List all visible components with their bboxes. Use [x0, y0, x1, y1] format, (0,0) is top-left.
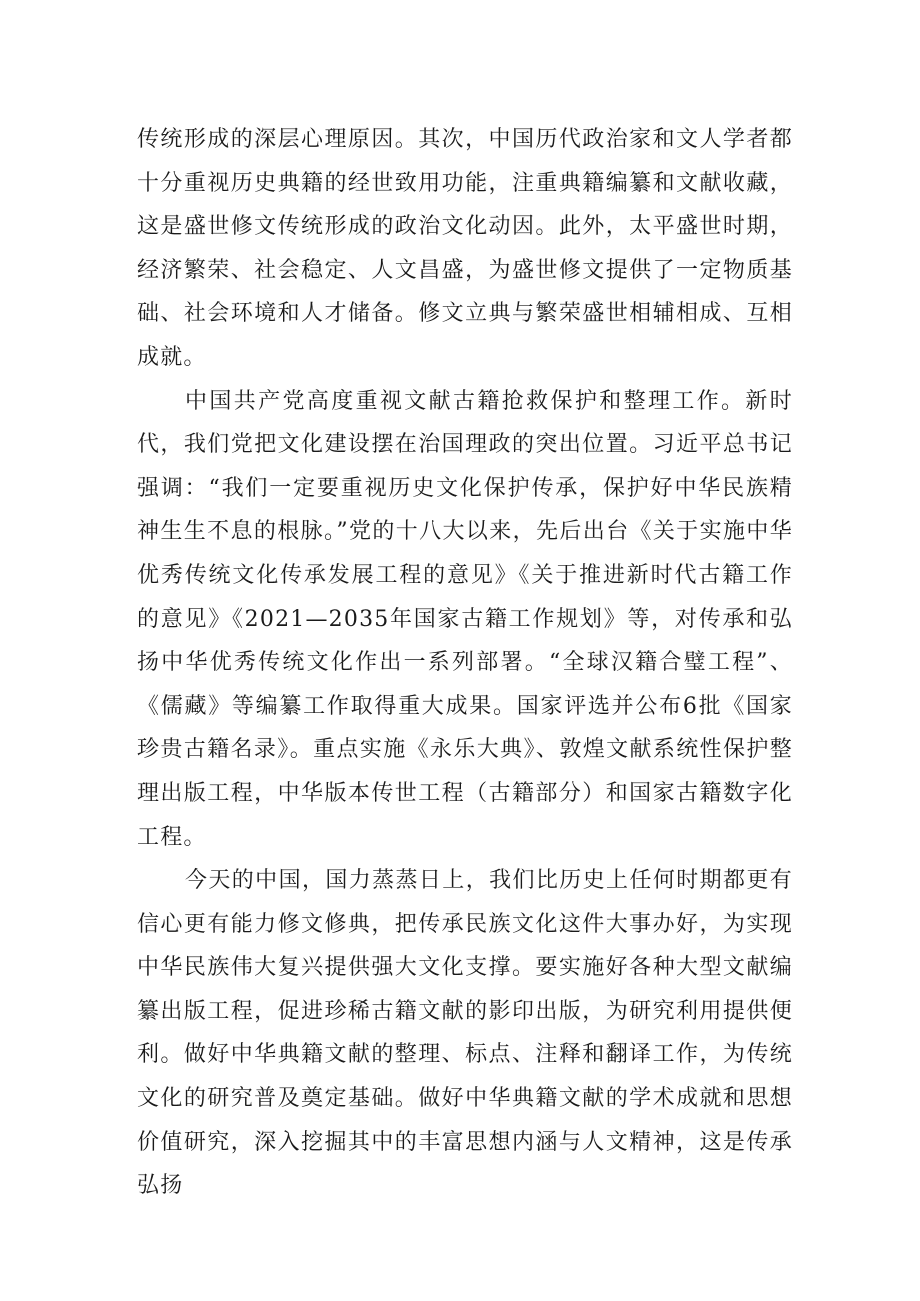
document-body [137, 118, 793, 1208]
paragraph-today-china: 今天的中国，国力蒸蒸日上，我们比历史上任何时期都更有信心更有能力修文修典，把传承民族文化这件大事办好，为实现中华民族伟大复兴提供强大文化支撑。要实施好各种大型文献编纂出版工程，促进珍稀古籍文献的影印出版，为研究利用提供便利。做好中华典籍文献的整理、标点、注释和翻译工作，为传统文化的研究普及奠定基础。做好中华典籍文献的学术成就和思想价值研究，深入挖掘其中的丰富思想内涵与人文精神，这是传承弘扬 [137, 868, 793, 1199]
paragraph-party-work: 中国共产党高度重视文献古籍抢救保护和整理工作。新时代，我们党把文化建设摆在治国理政的突出位置。习近平总书记强调：“我们一定要重视历史文化保护传承，保护好中华民族精神生生不息的根脉。”党的十八大以来，先后出台《关于实施中华优秀传统文化传承发展工程的意见》《关于推进新时代古籍工作的意见》《2021—2035年国家古籍工作规划》等，对传承和弘扬中华优秀传统文化作出一系列部署。“全球汉籍合璧工程”、《儒藏》等编纂工作取得重大成果。国家评选并公布6批《国家珍贵古籍名录》。重点实施《永乐大典》、敦煌文献系统性保护整理出版工程，中华版本传世工程（古籍部分）和国家古籍数字化工程。 [137, 388, 793, 850]
paragraph-continued: 传统形成的深层心理原因。其次，中国历代政治家和文人学者都十分重视历史典籍的经世致用功能，注重典籍编纂和文献收藏，这是盛世修文传统形成的政治文化动因。此外，太平盛世时期，经济繁荣、社会稳定、人文昌盛，为盛世修文提供了一定物质基础、社会环境和人才储备。修文立典与繁荣盛世相辅相成、互相成就。 [137, 127, 793, 370]
